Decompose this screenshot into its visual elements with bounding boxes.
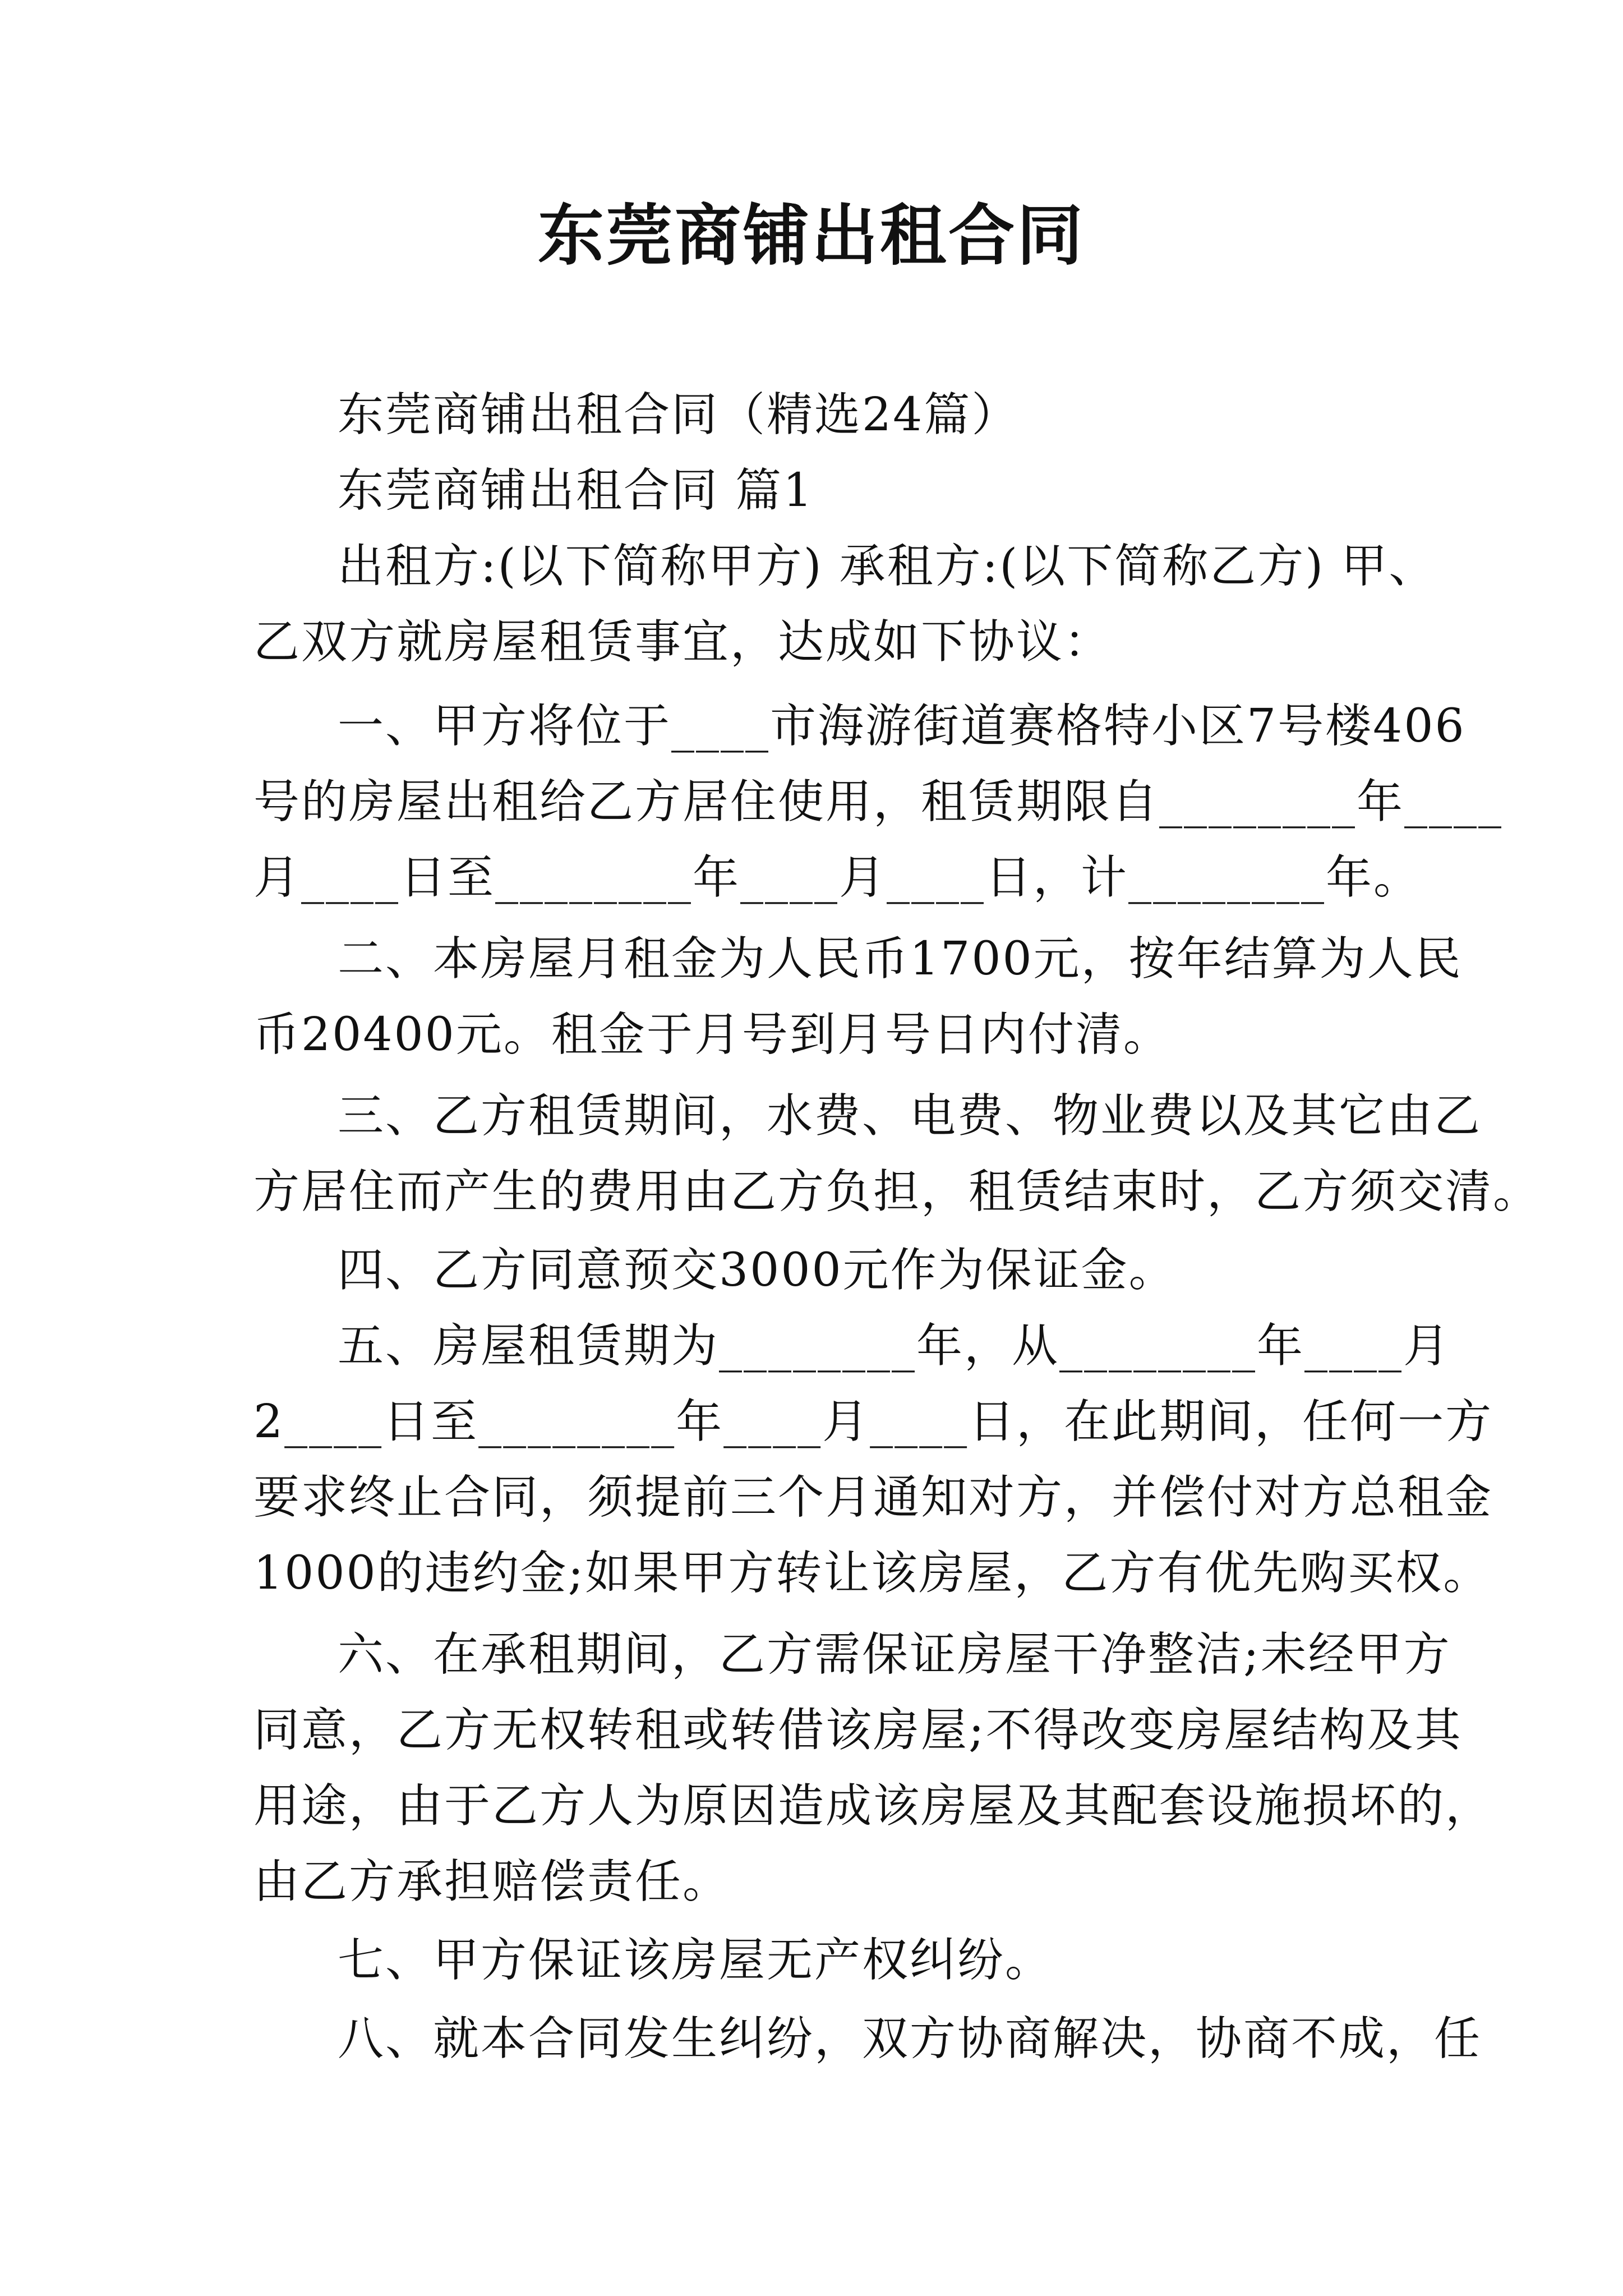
- text-line-13: 要求终止合同，须提前三个月通知对方，并偿付对方总租金: [253, 1471, 1493, 1524]
- text-line-11: 五、房屋租赁期为________年，从________年____月: [338, 1319, 1451, 1373]
- text-line-14: 1000的违约金;如果甲方转让该房屋，乙方有优先购买权。: [253, 1547, 1491, 1600]
- text-line-9: 方居住而产生的费用由乙方负担，租赁结束时，乙方须交清。: [253, 1165, 1541, 1218]
- text-line-4: 号的房屋出租给乙方居住使用，租赁期限自________年____: [253, 775, 1504, 829]
- text-line-19: 七、甲方保证该房屋无产权纠纷。: [338, 1934, 1053, 1987]
- text-line-12: 2____日至________年____月____日，在此期间，任何一方: [253, 1395, 1493, 1448]
- text-line-6: 二、本房屋月租金为人民币1700元，按年结算为人民: [338, 932, 1463, 986]
- text-line-7: 币20400元。租金于月号到月号日内付清。: [253, 1008, 1171, 1061]
- text-line-15: 六、在承租期间，乙方需保证房屋干净整洁;未经甲方: [338, 1628, 1451, 1681]
- text-line-16: 同意，乙方无权转租或转借该房屋;不得改变房屋结构及其: [253, 1704, 1463, 1757]
- text-line-18: 由乙方承担赔偿责任。: [253, 1855, 731, 1908]
- text-line-20: 八、就本合同发生纠纷，双方协商解决，协商不成，任: [338, 2012, 1482, 2065]
- text-line-17: 用途，由于乙方人为原因造成该房屋及其配套设施损坏的，: [253, 1779, 1493, 1833]
- text-line-10: 四、乙方同意预交3000元作为保证金。: [338, 1244, 1177, 1297]
- text-line-5: 月____日至________年____月____日，计________年。: [253, 851, 1421, 904]
- document-title: 东莞商铺出租合同: [537, 196, 1085, 274]
- document-subtitle: 东莞商铺出租合同（精选24篇）: [338, 388, 1020, 441]
- text-line-1: 出租方:(以下简称甲方) 承租方:(以下简称乙方) 甲、: [338, 540, 1437, 593]
- text-line-3: 一、甲方将位于____市海游街道赛格特小区7号楼406: [338, 700, 1466, 753]
- text-line-2: 乙双方就房屋租赁事宜，达成如下协议：: [253, 615, 1112, 669]
- text-line-8: 三、乙方租赁期间，水费、电费、物业费以及其它由乙: [338, 1089, 1482, 1143]
- section-heading: 东莞商铺出租合同 篇1: [338, 464, 814, 517]
